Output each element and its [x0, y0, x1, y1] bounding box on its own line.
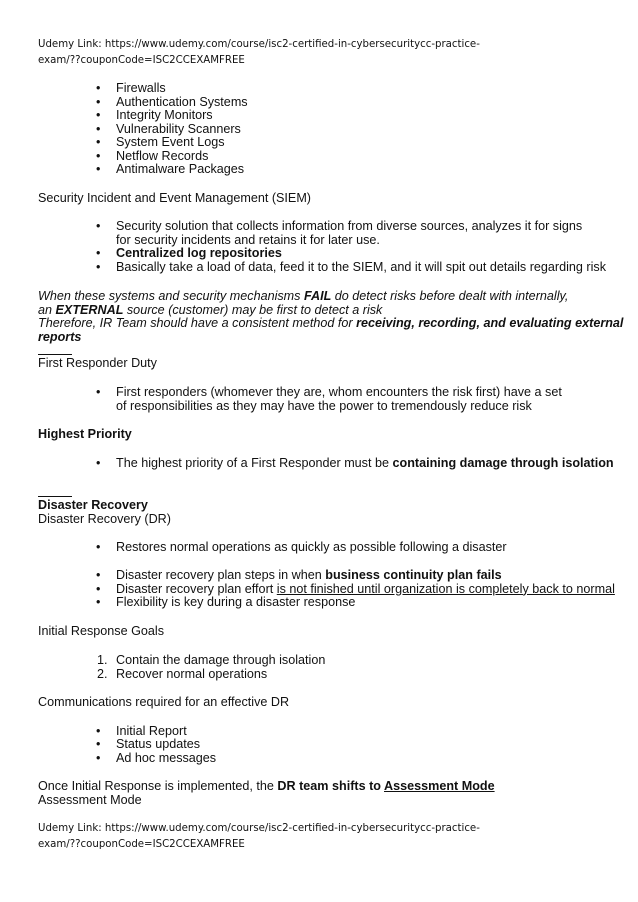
- section-divider: [38, 354, 72, 355]
- paragraph-line: an EXTERNAL source (customer) may be first to detect a risk: [38, 302, 383, 317]
- section-heading: First Responder Duty: [38, 356, 157, 370]
- bullet-icon: •: [96, 750, 101, 765]
- bullet-icon: •: [96, 595, 101, 609]
- section-heading: Initial Response Goals: [38, 624, 165, 638]
- bullet-icon: •: [96, 81, 101, 95]
- section-heading: Security Incident and Event Management (SIEM): [38, 191, 311, 205]
- bullet-icon: •: [96, 737, 101, 751]
- paragraph-line: When these systems and security mechanisms FAIL do detect risks before dealt with internally,: [38, 289, 569, 303]
- bullet-icon: •: [96, 121, 101, 136]
- bullet-icon: •: [96, 260, 101, 274]
- list-item: • Flexibility is key during a disaster response: [96, 595, 356, 609]
- bullet-icon: •: [96, 162, 101, 176]
- header-link-line: Udemy Link: https://www.udemy.com/course/isc2-certified-in-cybersecuritycc-practice-: [38, 39, 480, 50]
- paragraph-line: Therefore, IR Team should have a consistent method for receiving, recording, and evaluating external: [38, 316, 624, 330]
- numbered-item: 1. Contain the damage through isolation: [97, 653, 326, 667]
- paragraph-line: Once Initial Response is implemented, the DR team shifts to Assessment Mode: [38, 779, 495, 793]
- bullet-icon: •: [96, 385, 101, 399]
- footer-link: [38, 821, 558, 852]
- numbered-item: 2. Recover normal operations: [97, 666, 268, 681]
- list-item: • System Event Logs: [96, 135, 225, 149]
- header-link-line: exam/??couponCode=ISC2CCEXAMFREE: [38, 54, 245, 66]
- list-item: • Netflow Records: [96, 148, 209, 163]
- list-item: • Ad hoc messages: [96, 750, 217, 765]
- bullet-icon: •: [96, 219, 101, 233]
- footer-link-line: exam/??couponCode=ISC2CCEXAMFREE: [38, 838, 245, 850]
- list-item: • Integrity Monitors: [96, 108, 213, 122]
- list-item: • Disaster recovery plan effort is not finished until organization is completely back to normal: [96, 581, 615, 596]
- list-item: • Disaster recovery plan steps in when business continuity plan fails: [96, 568, 502, 582]
- paragraph-line: Assessment Mode: [38, 793, 142, 807]
- section-heading: Disaster Recovery: [38, 498, 148, 512]
- list-item: • First responders (whomever they are, whom encounters the risk first) have a set of responsibilities as they may have the power to tremendously reduce risk: [96, 385, 562, 413]
- list-item: • Centralized log repositories: [96, 246, 282, 260]
- bullet-icon: •: [96, 246, 101, 260]
- bullet-icon: •: [96, 108, 101, 122]
- list-item: • Antimalware Packages: [96, 162, 245, 176]
- header-link: [38, 37, 558, 68]
- list-item: • The highest priority of a First Responder must be containing damage through isolation: [96, 456, 614, 470]
- section-divider: [38, 496, 72, 497]
- list-item: • Initial Report: [96, 723, 187, 738]
- bullet-icon: •: [96, 135, 101, 149]
- bullet-icon: •: [96, 94, 101, 109]
- list-item: • Restores normal operations as quickly as possible following a disaster: [96, 540, 507, 554]
- bullet-icon: •: [96, 581, 101, 596]
- section-heading: Communications required for an effective DR: [38, 695, 290, 709]
- bullet-icon: •: [96, 723, 101, 738]
- bullet-icon: •: [96, 456, 101, 470]
- section-subheading: Disaster Recovery (DR): [38, 512, 171, 526]
- bullet-icon: •: [96, 540, 101, 554]
- bullet-icon: •: [96, 568, 101, 582]
- list-item: • Authentication Systems: [96, 94, 248, 109]
- paragraph-line: reports: [38, 329, 82, 344]
- list-item: • Security solution that collects information from diverse sources, analyzes it for signs for security incidents and retains it for later use.: [96, 219, 583, 247]
- list-item: • Status updates: [96, 737, 201, 751]
- section-heading: Highest Priority: [38, 427, 132, 441]
- list-item: • Basically take a load of data, feed it to the SIEM, and it will spit out details regarding risk: [96, 260, 607, 274]
- bullet-icon: •: [96, 148, 101, 163]
- footer-link-line: Udemy Link: https://www.udemy.com/course/isc2-certified-in-cybersecuritycc-practice-: [38, 823, 480, 834]
- list-item: • Vulnerability Scanners: [96, 121, 241, 136]
- list-item: • Firewalls: [96, 81, 166, 95]
